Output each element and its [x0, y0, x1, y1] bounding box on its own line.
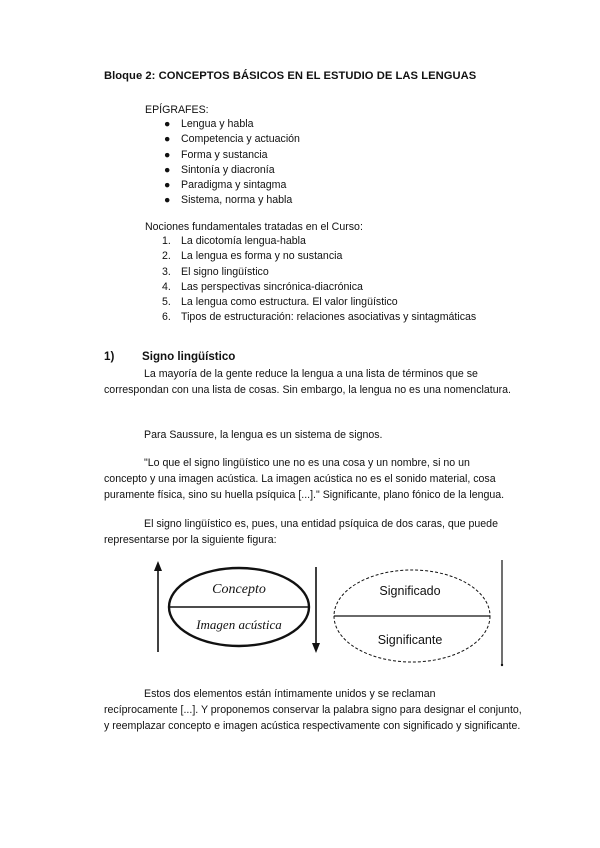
nociones-label: Nociones fundamentales tratadas en el Curso:: [145, 221, 363, 233]
list-item: 1. La dicotomía lengua-habla: [162, 235, 306, 247]
list-item-text: Tipos de estructuración: relaciones asociativas y sintagmáticas: [181, 311, 477, 324]
bullet-icon: ●: [164, 194, 171, 207]
up-arrow-icon: [154, 561, 162, 652]
down-arrow-icon: [312, 567, 320, 653]
list-item-text: La lengua es forma y no sustancia: [181, 250, 343, 263]
list-item: 2. La lengua es forma y no sustancia: [162, 250, 343, 263]
imagen-acustica-label: Imagen acústica: [196, 617, 282, 632]
bullet-icon: ●: [164, 118, 171, 130]
list-item-text: Las perspectivas sincrónica-diacrónica: [181, 280, 363, 293]
section-heading: [104, 350, 235, 363]
list-item: [145, 178, 300, 193]
list-item-text: Forma y sustancia: [181, 148, 268, 161]
list-item-text: La lengua como estructura. El valor lingüístico: [181, 296, 398, 309]
section-number: 1): [104, 350, 115, 363]
list-item: [145, 163, 300, 178]
significado-ellipse: [334, 570, 490, 662]
list-item: [145, 117, 300, 132]
bullet-icon: ●: [164, 179, 171, 192]
bullet-icon: ●: [164, 148, 171, 161]
list-item: [145, 148, 300, 163]
list-item: 4. Las perspectivas sincrónica-diacrónica: [162, 280, 363, 293]
paragraph-quote: "Lo que el signo lingüístico une no es una cosa y un nombre, si no un concepto y una imagen acústica. La imagen acústica no es el sonido material, cosa puramente física, sino su huella psíquica [...]." Significante, plano fónico de la lengua.: [104, 457, 505, 502]
page-title: Bloque 2: CONCEPTOS BÁSICOS EN EL ESTUDIO DE LAS LENGUAS: [104, 70, 477, 82]
epigrafes-list: [145, 117, 300, 209]
concepto-ellipse: [169, 568, 309, 646]
concepto-label: Concepto: [212, 582, 266, 597]
paragraph-sistema: Para Saussure, la lengua es un sistema de signos.: [144, 429, 383, 441]
list-item-text: Paradigma y sintagma: [181, 179, 287, 192]
significante-label: Significante: [377, 633, 443, 647]
nociones-list: [145, 234, 476, 326]
list-item: [145, 132, 300, 147]
significado-label: Significado: [379, 584, 441, 598]
paragraph-nomenclatura: La mayoría de la gente reduce la lengua a una lista de términos que se correspondan con una lista de cosas. Sin embargo, la lengua no es una nomenclatura.: [104, 368, 511, 397]
list-item: 3. El signo lingüístico: [162, 265, 269, 278]
list-item: 5. La lengua como estructura. El valor lingüístico: [162, 296, 398, 309]
bullet-icon: ●: [164, 163, 171, 176]
epigrafes-label: EPÍGRAFES:: [145, 104, 209, 116]
list-item-text: Sistema, norma y habla: [181, 194, 293, 207]
signo-figure: [145, 555, 525, 670]
paragraph-conclusion: Estos dos elementos están íntimamente unidos y se reclaman recíprocamente [...]. Y proponemos conservar la palabra signo para designar el conjunto, y reemplazar concepto e imagen acústica respectivamente con significado y significante.: [104, 688, 522, 733]
list-item-text: Sintonía y diacronía: [181, 163, 275, 176]
section-title: Signo lingüístico: [142, 350, 236, 363]
bullet-icon: ●: [164, 133, 171, 146]
paragraph-entidad: El signo lingüístico es, pues, una entidad psíquica de dos caras, que puede representarse por la siguiente figura:: [104, 518, 498, 547]
list-item: 6. Tipos de estructuración: relaciones asociativas y sintagmáticas: [162, 311, 477, 324]
list-item-text: El signo lingüístico: [181, 265, 269, 278]
list-item-text: La dicotomía lengua-habla: [181, 235, 306, 247]
list-item: [145, 193, 300, 208]
list-item-text: Lengua y habla: [181, 118, 254, 130]
vertical-rule: [501, 560, 503, 666]
list-item-text: Competencia y actuación: [181, 133, 300, 146]
